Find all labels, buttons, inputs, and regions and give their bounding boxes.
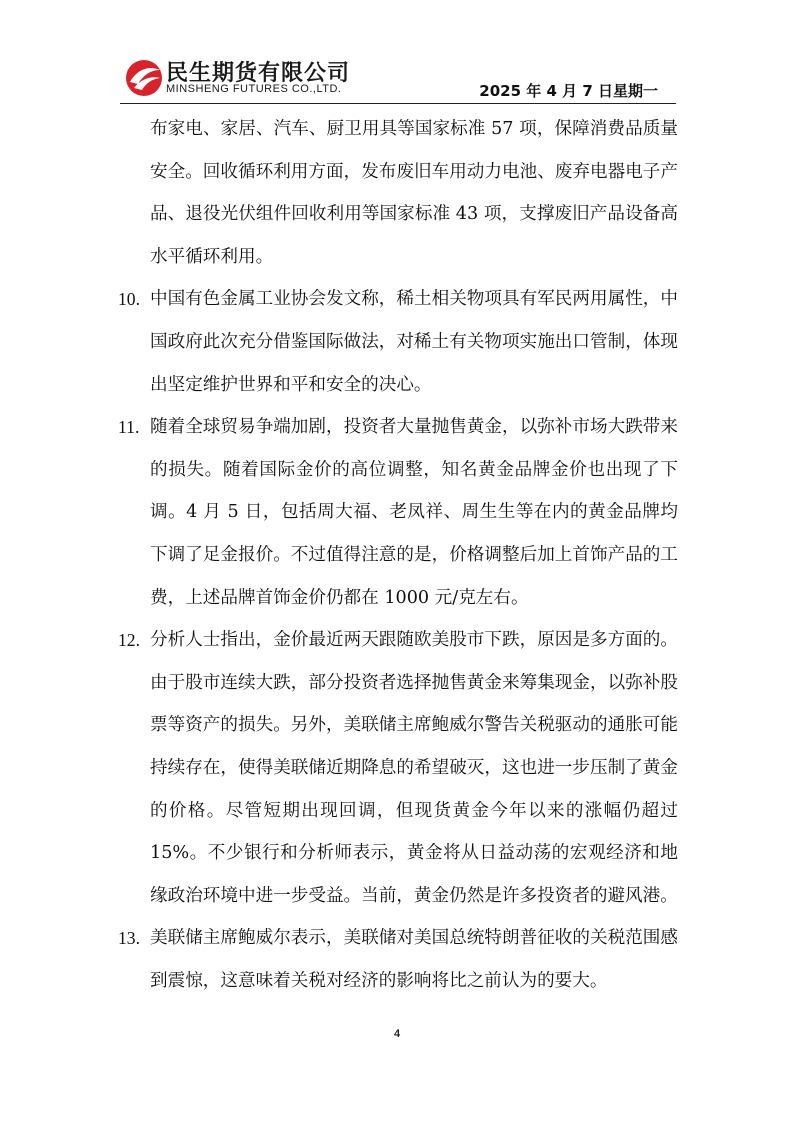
list-item-13 bbox=[118, 917, 678, 1002]
list-item-11 bbox=[118, 406, 678, 619]
list-item-number: 11. bbox=[118, 417, 140, 438]
company-logo bbox=[120, 52, 370, 100]
list-item-text: 美联储主席鲍威尔表示，美联储对美国总统特朗普征收的关税范围感到震惊，这意味着关税对经济的影响将比之前认为的要大。 bbox=[150, 928, 678, 991]
continuation-paragraph: 布家电、家居、汽车、厨卫用具等国家标准 57 项，保障消费品质量安全。回收循环利用方面，发布废旧车用动力电池、废弃电器电子产品、退役光伏组件回收利用等国家标准 43 项，支撑废旧产品设备高水平循环利用。 bbox=[150, 119, 678, 267]
page-header bbox=[0, 0, 794, 110]
minsheng-logo-icon bbox=[124, 58, 164, 98]
list-item-10 bbox=[118, 278, 678, 406]
page-number: 4 bbox=[393, 1028, 401, 1040]
document-body bbox=[118, 108, 678, 1002]
company-name-en: MINSHENG FUTURES CO.,LTD. bbox=[166, 83, 342, 95]
list-item-number: 13. bbox=[118, 928, 140, 949]
header-divider bbox=[120, 103, 676, 104]
list-item-text: 分析人士指出，金价最近两天跟随欧美股市下跌，原因是多方面的。由于股市连续大跌，部分投资者选择抛售黄金来筹集现金，以弥补股票等资产的损失。另外，美联储主席鲍威尔警告关税驱动的通胀可能持续存在，使得美联储近期降息的希望破灭，这也进一步压制了黄金的价格。尽管短期出现回调，但现货黄金今年以来的涨幅仍超过 15%。不少银行和分析师表示，黄金将从日益动荡的宏观经济和地缘政治环境中进一步受益。当前，黄金仍然是许多投资者的避风港。 bbox=[150, 630, 678, 906]
list-item-text: 中国有色金属工业协会发文称，稀土相关物项具有军民两用属性，中国政府此次充分借鉴国际做法，对稀土有关物项实施出口管制，体现出坚定维护世界和平和安全的决心。 bbox=[150, 289, 678, 395]
list-item-number: 10. bbox=[118, 289, 140, 310]
list-item-12 bbox=[118, 619, 678, 917]
list-item-number: 12. bbox=[118, 630, 140, 651]
company-name-cn: 民生期货有限公司 bbox=[166, 61, 351, 86]
list-item-text: 随着全球贸易争端加剧，投资者大量抛售黄金，以弥补市场大跌带来的损失。随着国际金价的高位调整，知名黄金品牌金价也出现了下调。4 月 5 日，包括周大福、老凤祥、周生生等在内的黄金品牌均下调了足金报价。不过值得注意的是，价格调整后加上首饰产品的工费，上述品牌首饰金价仍都在 1000 元/克左右。 bbox=[150, 417, 678, 608]
report-date: 2025 年 4 月 7 日星期一 bbox=[479, 82, 658, 100]
